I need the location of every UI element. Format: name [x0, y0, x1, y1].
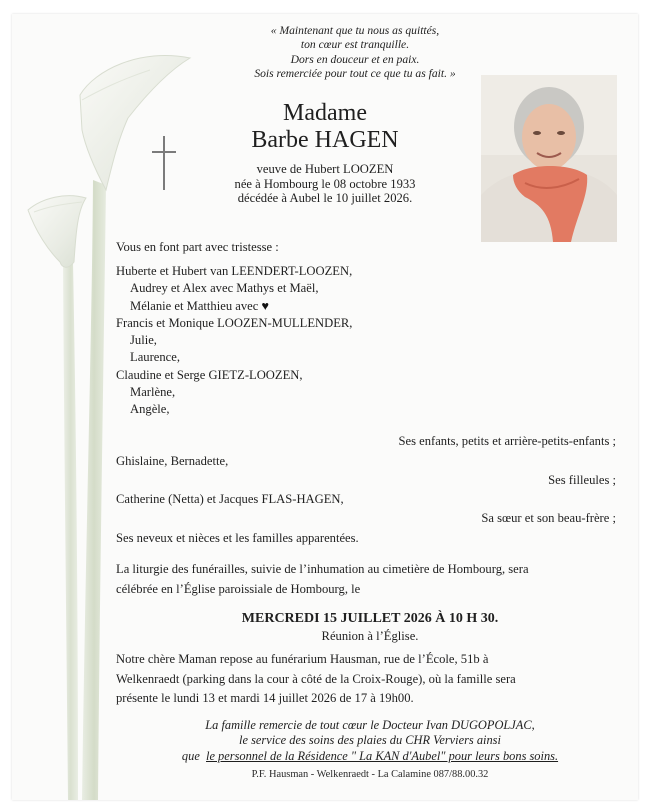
- family-line: Marlène,: [130, 385, 176, 400]
- family-line: Mélanie et Matthieu avec ♥: [130, 298, 269, 313]
- quote-line: « Maintenant que tu nous as quittés,: [270, 24, 440, 37]
- announcement: Vous en font part avec tristesse :: [116, 240, 279, 254]
- liturgy-paragraph: [116, 560, 616, 599]
- nephews: Ses neveux et nièces et les familles apparentées.: [116, 531, 359, 545]
- thanks-line: que le personnel de la Résidence " La KAN d'Aubel" pour leurs bons soins.: [181, 748, 559, 763]
- family-list: [116, 264, 352, 420]
- family-line: Audrey et Alex avec Mathys et Maël,: [130, 281, 319, 296]
- meeting-info: Réunion à l’Église.: [321, 629, 419, 643]
- deceased-name-block: [200, 100, 450, 154]
- family-line: Francis et Monique LOOZEN-MULLENDER,: [116, 315, 353, 330]
- family-line: Laurence,: [130, 350, 180, 365]
- widow-of: veuve de Hubert LOOZEN: [256, 162, 394, 176]
- deceased-info: [200, 162, 450, 206]
- funeral-home-footer: P.F. Hausman - Welkenraedt - La Calamine 087/88.00.32: [251, 769, 489, 780]
- family-line: Claudine et Serge GIETZ-LOOZEN,: [116, 367, 303, 382]
- death-info: décédée à Aubel le 10 juillet 2026.: [237, 191, 413, 206]
- family-line: Huberte et Hubert van LEENDERT-LOOZEN,: [116, 264, 353, 278]
- goddaughters: Ghislaine, Bernadette,: [116, 454, 229, 468]
- heart-icon: ♥: [261, 298, 269, 313]
- thanks-line: La famille remercie de tout cœur le Docteur Ivan DUGOPOLJAC,: [205, 718, 535, 732]
- deceased-name: Barbe HAGEN: [251, 127, 399, 153]
- quote-line: Dors en douceur et en paix.: [290, 52, 420, 66]
- sister: Catherine (Netta) et Jacques FLAS-HAGEN,: [116, 492, 344, 506]
- ceremony-date: MERCREDI 15 JUILLET 2026 À 10 H 30.: [241, 611, 499, 626]
- birth-info: née à Hombourg le 08 octobre 1933: [234, 176, 416, 191]
- sister-label: Sa sœur et son beau-frère ;: [481, 511, 616, 525]
- cross-icon: [152, 136, 178, 190]
- rest-line: Welkenraedt (parking dans la cour à côté de la Croix-Rouge), où la famille sera: [116, 671, 516, 686]
- thanks-line: le service des soins des plaies du CHR Verviers ainsi: [239, 733, 501, 748]
- quote-line: Sois remerciée pour tout ce que tu as fait. »: [254, 67, 456, 81]
- rest-line: présente le lundi 13 et mardi 14 juillet 2026 de 17 à 19h00.: [116, 691, 414, 706]
- portrait-photo: [481, 75, 617, 242]
- rest-paragraph: [116, 650, 616, 709]
- honorific: Madame: [283, 100, 367, 126]
- children-label: Ses enfants, petits et arrière-petits-enfants ;: [398, 434, 616, 448]
- opening-quote: [200, 24, 510, 82]
- family-line: Angèle,: [130, 402, 170, 417]
- family-line: Julie,: [130, 333, 157, 348]
- thanks-block: [120, 718, 620, 764]
- quote-line: ton cœur est tranquille.: [300, 38, 410, 52]
- liturgy-line: célébrée en l’Église paroissiale de Hombourg, le: [116, 581, 361, 596]
- liturgy-line: La liturgie des funérailles, suivie de l’inhumation au cimetière de Hombourg, sera: [116, 562, 529, 576]
- goddaughters-label: Ses filleules ;: [548, 473, 616, 487]
- rest-line: Notre chère Maman repose au funérarium Hausman, rue de l’École, 51b à: [116, 652, 489, 666]
